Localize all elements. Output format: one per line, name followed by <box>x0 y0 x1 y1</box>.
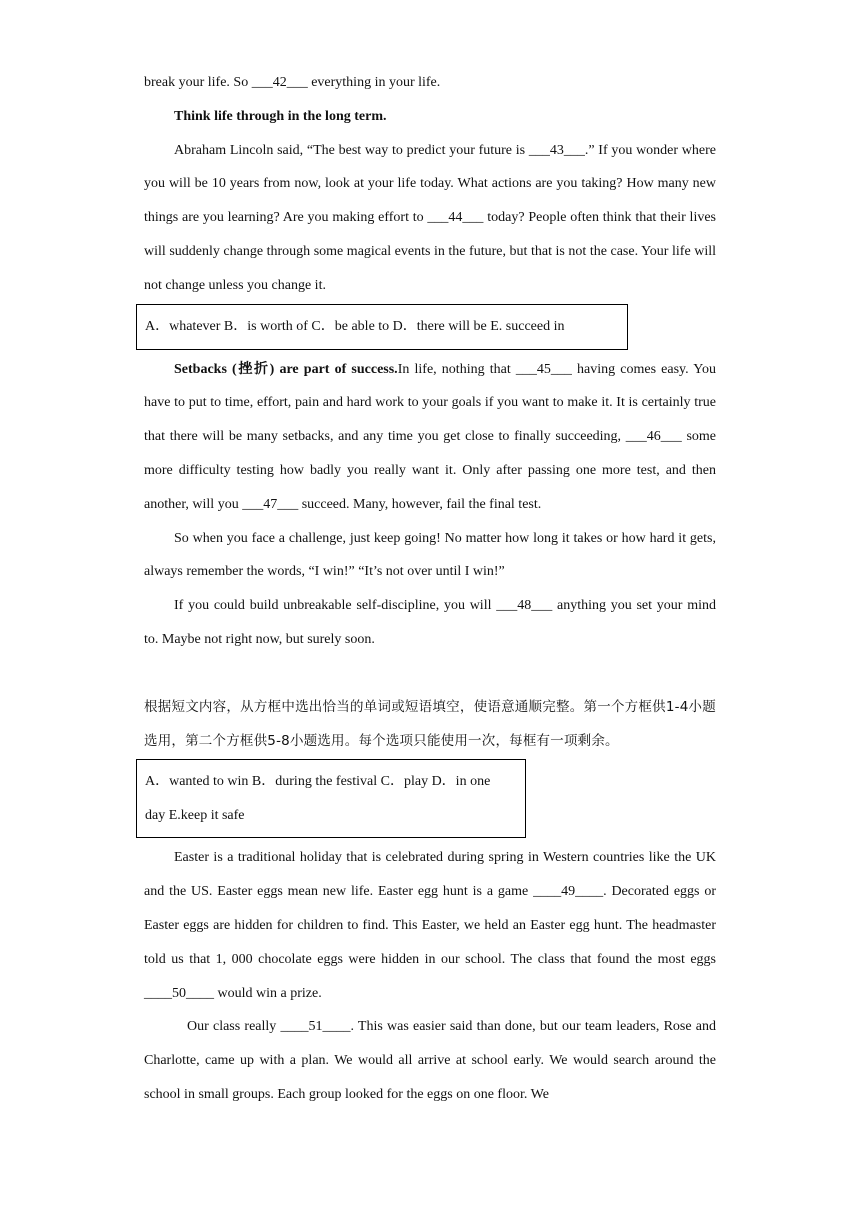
section-heading-long-term: Think life through in the long term. <box>174 108 387 124</box>
options-box-2-line-2: day E.keep it safe <box>145 808 245 824</box>
paragraph-lincoln: Abraham Lincoln said, “The best way to predict your future is ___43___.” If you wonder where you will be 10 years from now, look at your life today. What actions are you taking? How many new things are you learning? Are you making effort to ___44___ today? People often think that their lives will suddenly change through some magical events in the future, but that is not the case. Your life will not change unless you change it. <box>144 142 716 293</box>
paragraph-continuation: break your life. So ___42___ everything in your life. <box>144 75 441 90</box>
paragraph-our-class: Our class really ____51____. This was easier said than done, but our team leaders, Rose and Charlotte, came up with a plan. We would all arrive at school early. We would search around the school in small groups. Each group looked for the eggs on one floor. We <box>144 1019 716 1102</box>
document-page <box>144 66 716 1112</box>
instruction-text: 根据短文内容，从方框中选出恰当的单词或短语填空，使语意通顺完整。第一个方框供1-4小题选用，第二个方框供5-8小题选用。每个选项只能使用一次，每框有一项剩余。 <box>144 698 716 749</box>
options-box-2-line-1: A．wanted to win B．during the festival C．play D．in one <box>145 774 491 790</box>
options-box-1 <box>136 304 628 350</box>
options-box-1-text: A．whatever B．is worth of C．be able to D．there will be E. succeed in <box>145 318 565 334</box>
paragraph-self-discipline: If you could build unbreakable self-discipline, you will ___48___ anything you set your mind to. Maybe not right now, but surely soon. <box>144 598 716 647</box>
spacer <box>144 657 716 691</box>
paragraph-setbacks <box>144 353 716 522</box>
paragraph-challenge: So when you face a challenge, just keep going! No matter how long it takes or how hard it gets, always remember the words, “I win!” “It’s not over until I win!” <box>144 530 716 580</box>
paragraph-setbacks-text: In life, nothing that ___45___ having comes easy. You have to put to time, effort, pain and hard work to your goals if you want to make it. It is certainly true that there will be many setbacks, and any time you get close to finally succeeding, ___46___ some more difficulty testing how badly you really want it. Only after passing one more test, and then another, will you ___47___ succeed. Many, however, fail the final test. <box>144 361 716 512</box>
paragraph-easter: Easter is a traditional holiday that is celebrated during spring in Western countries like the UK and the US. Easter eggs mean new life. Easter egg hunt is a game ____49____. Decorated eggs or Easter eggs are hidden for children to find. This Easter, we held an Easter egg hunt. The headmaster told us that 1, 000 chocolate eggs were hidden in our school. The class that found the most eggs ____50____ would win a prize. <box>144 850 716 1001</box>
options-box-2 <box>136 759 526 838</box>
section-heading-setbacks: Setbacks (挫折) are part of success. <box>174 361 398 377</box>
